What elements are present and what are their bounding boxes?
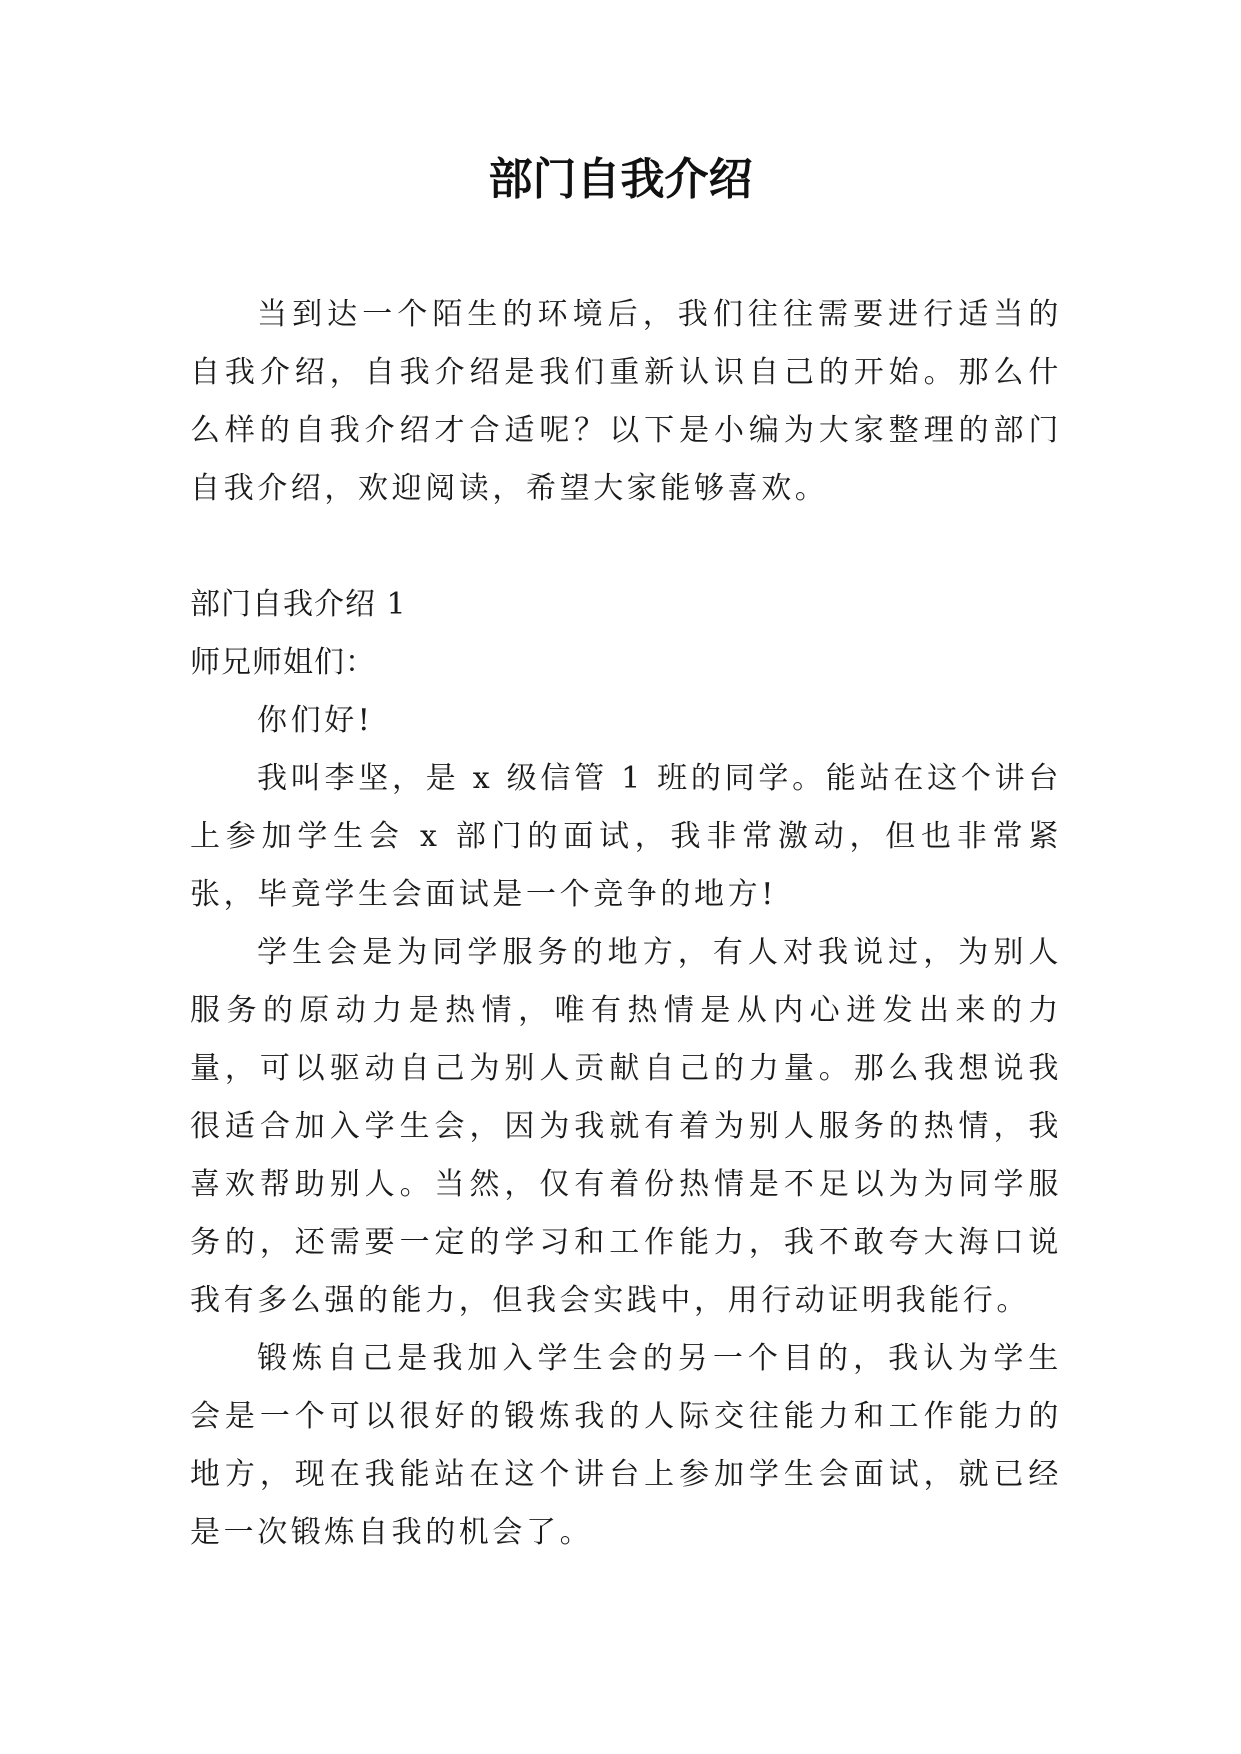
body-paragraph-1: 我叫李坚，是 x 级信管 1 班的同学。能站在这个讲台上参加学生会 x 部门的面试，我非常激动，但也非常紧张，毕竟学生会面试是一个竞争的地方! [190, 761, 1062, 912]
section-heading: 部门自我介绍 1 [190, 587, 407, 622]
body-paragraph-2: 学生会是为同学服务的地方，有人对我说过，为别人服务的原动力是热情，唯有热情是从内心迸发出来的力量，可以驱动自己为别人贡献自己的力量。那么我想说我很适合加入学生会，因为我就有着为别人服务的热情，我喜欢帮助别人。当然，仅有着份热情是不足以为为同学服务的，还需要一定的学习和工作能力，我不敢夸大海口说我有多么强的能力，但我会实践中，用行动证明我能行。 [190, 935, 1062, 1318]
salutation: 师兄师姐们： [190, 645, 376, 680]
body-paragraph-3: 锻炼自己是我加入学生会的另一个目的，我认为学生会是一个可以很好的锻炼我的人际交往能力和工作能力的地方，现在我能站在这个讲台上参加学生会面试，就已经是一次锻炼自我的机会了。 [190, 1341, 1062, 1550]
greeting: 你们好! [257, 703, 374, 738]
document-body [190, 286, 1062, 1562]
document-title: 部门自我介绍 [488, 154, 753, 205]
intro-paragraph: 当到达一个陌生的环境后，我们往往需要进行适当的自我介绍，自我介绍是我们重新认识自己的开始。那么什么样的自我介绍才合适呢？以下是小编为大家整理的部门自我介绍，欢迎阅读，希望大家能够喜欢。 [190, 297, 1062, 506]
